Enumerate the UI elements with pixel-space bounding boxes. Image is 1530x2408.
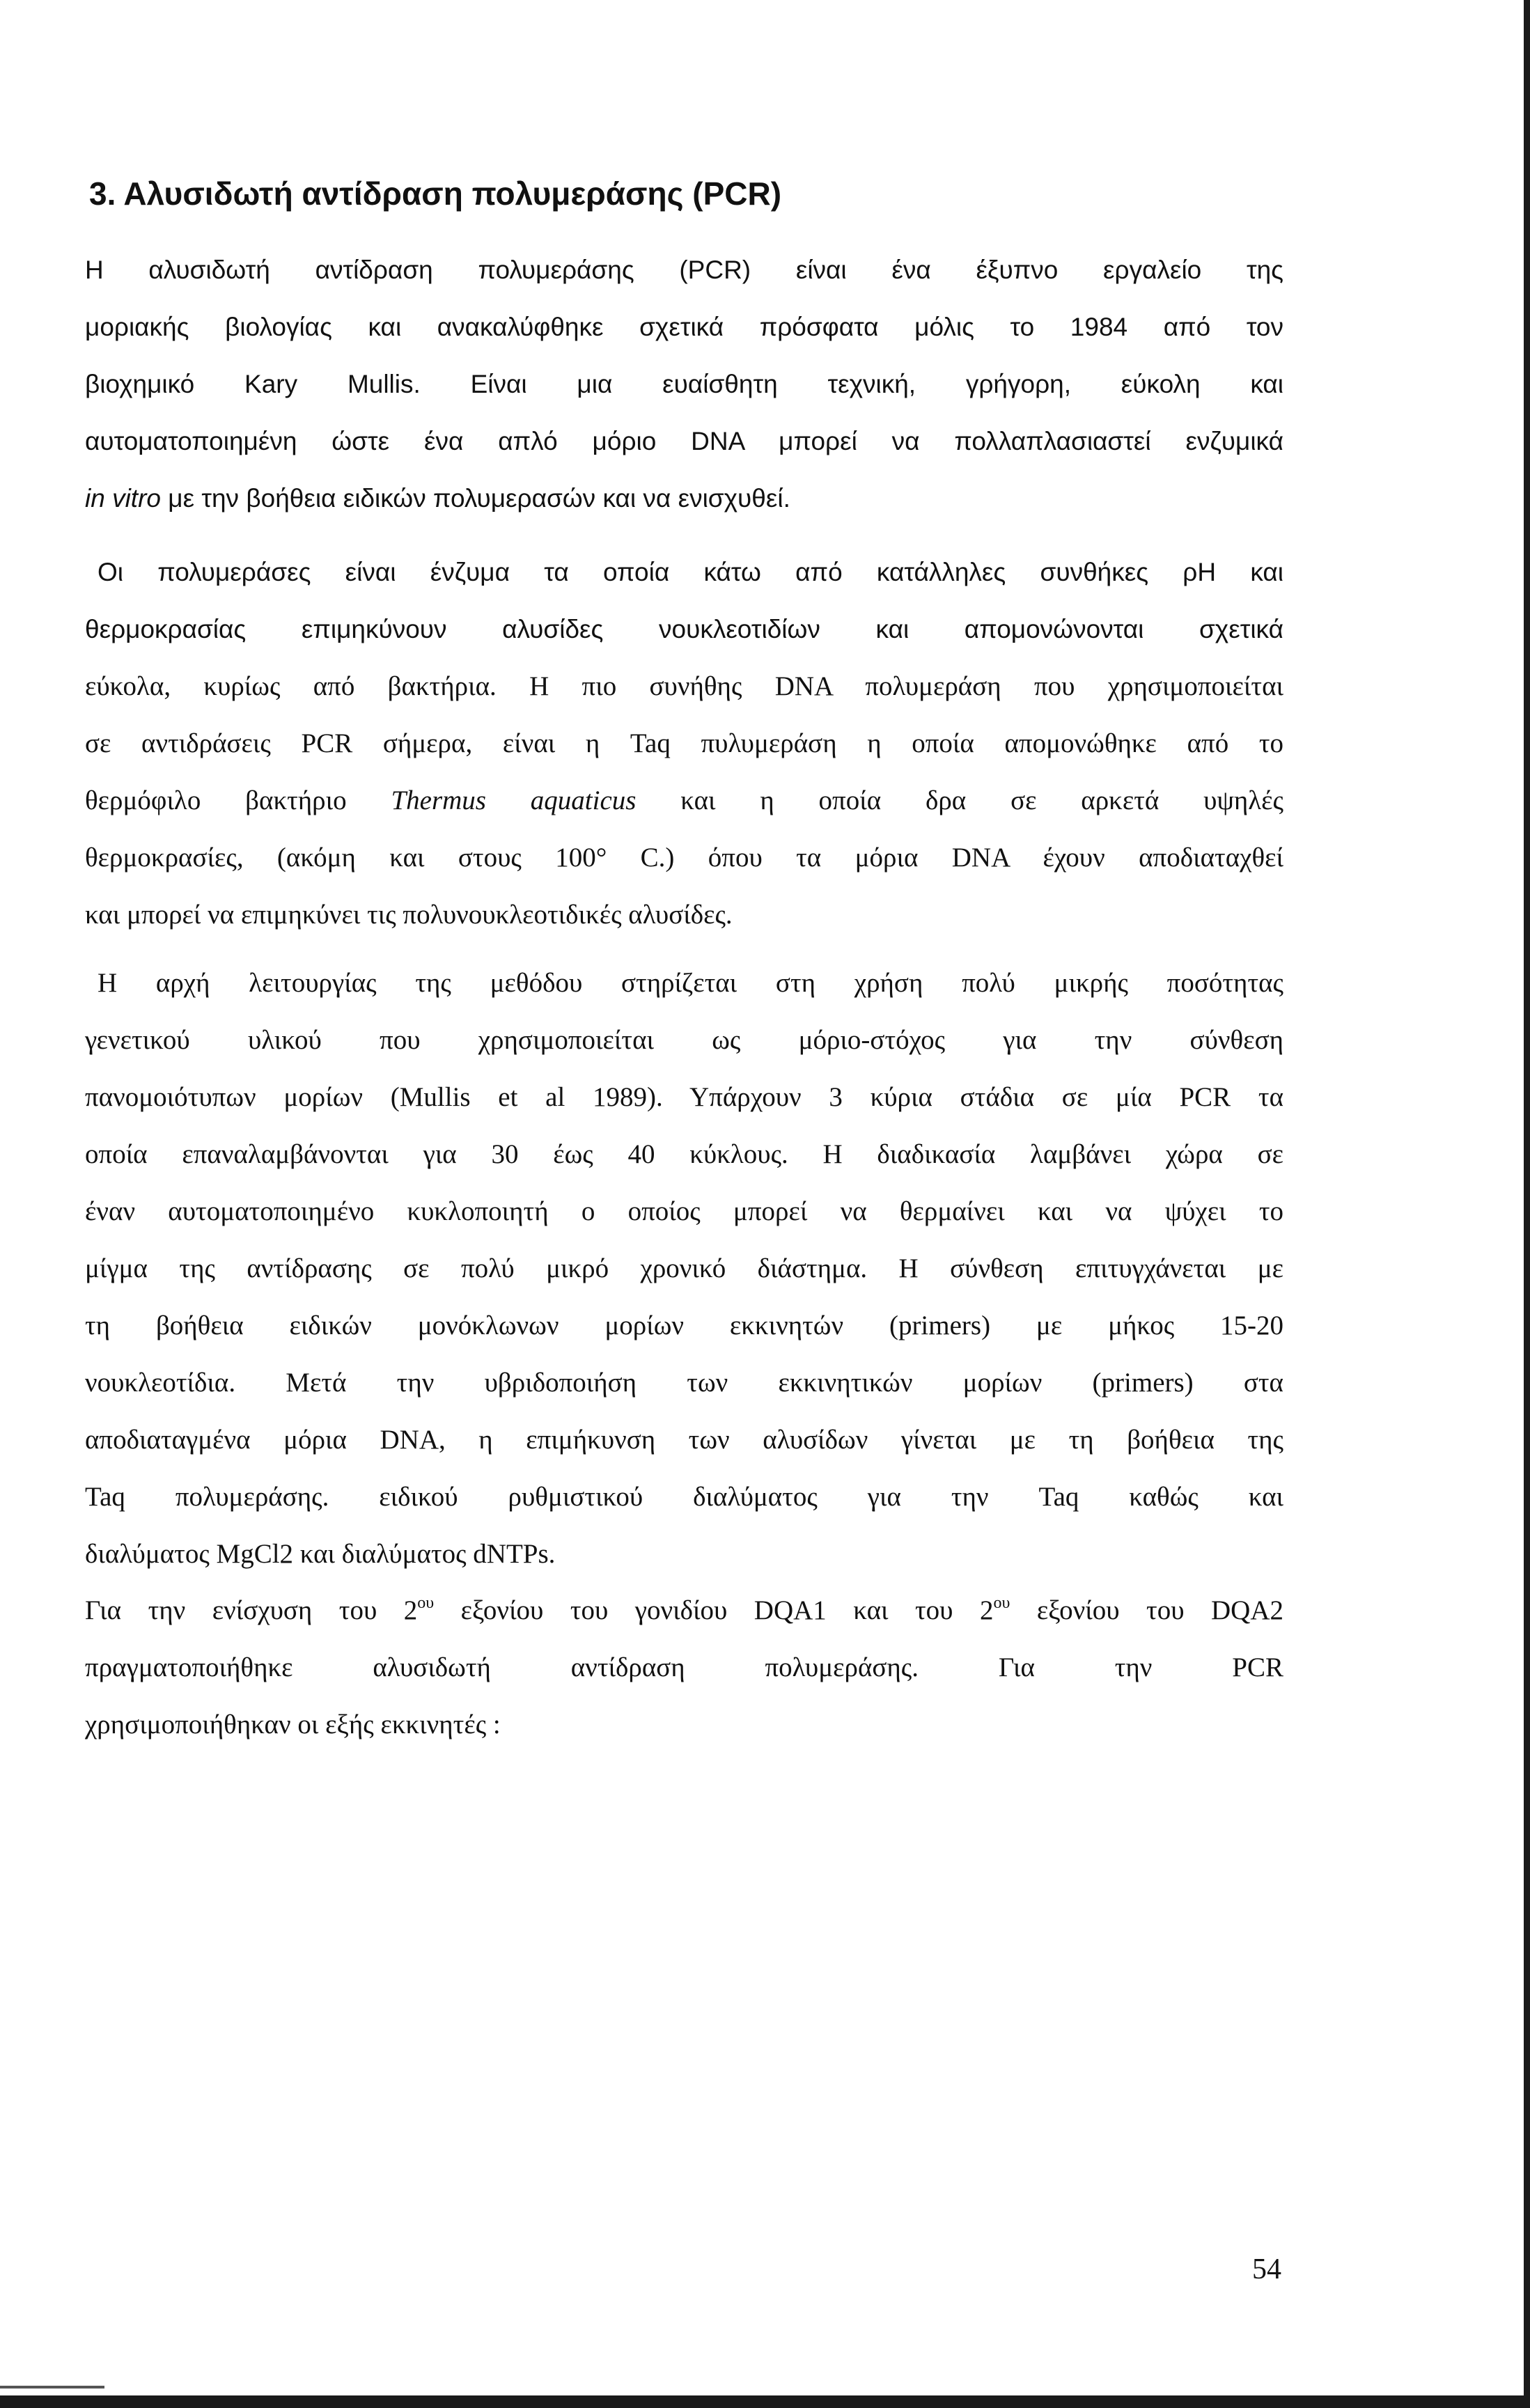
paragraph-2-line-5-start: θερμόφιλο βακτήριο bbox=[85, 785, 391, 815]
paragraph-4-line-2: πραγματοποιήθηκε αλυσιδωτή αντίδραση πολυμεράσης. Για την PCR bbox=[85, 1652, 1283, 1682]
ordinal-superscript: ου bbox=[417, 1594, 435, 1612]
paragraph-2-line-1: Οι πολυμεράσες είναι ένζυμα τα οποία κάτω από κατάλληλες συνθήκες ρΗ και bbox=[97, 558, 1283, 586]
ordinal-superscript: ου bbox=[993, 1594, 1010, 1612]
paragraph-1-line-1: Η αλυσιδωτή αντίδραση πολυμεράσης (PCR) είναι ένα έξυπνο εργαλείο της bbox=[85, 256, 1283, 284]
paragraph-3-line-5: έναν αυτοματοποιημένο κυκλοποιητή ο οποίος μπορεί να θερμαίνει και να ψύχει το bbox=[85, 1196, 1283, 1226]
paragraph-3-line-10: Taq πολυμεράσης. ειδικού ρυθμιστικού διαλύματος για την Taq καθώς και bbox=[85, 1482, 1283, 1512]
scan-edge-right bbox=[1524, 0, 1530, 2408]
paragraph-3-line-3: πανομοιότυπων μορίων (Mullis et al 1989). Υπάρχουν 3 κύρια στάδια σε μία PCR τα bbox=[85, 1082, 1283, 1112]
paragraph-1-line-4: αυτοματοποιημένη ώστε ένα απλό μόριο DNA μπορεί να πολλαπλασιαστεί ενζυμικά bbox=[85, 427, 1283, 455]
paragraph-2-line-5-end: και η οποία δρα σε αρκετά υψηλές bbox=[636, 785, 1283, 815]
paragraph-1-line-2: μοριακής βιολογίας και ανακαλύφθηκε σχετικά πρόσφατα μόλις το 1984 από τον bbox=[85, 313, 1283, 341]
paragraph-3-line-8: νουκλεοτίδια. Μετά την υβριδοποιήση των εκκινητικών μορίων (primers) στα bbox=[85, 1368, 1283, 1398]
scan-edge-bottom bbox=[0, 2395, 1524, 2408]
paragraph-3-line-1: Η αρχή λειτουργίας της μεθόδου στηρίζεται στη χρήση πολύ μικρής ποσότητας bbox=[97, 968, 1283, 998]
paragraph-3-line-6: μίγμα της αντίδρασης σε πολύ μικρό χρονικό διάστημα. Η σύνθεση επιτυγχάνεται με bbox=[85, 1253, 1283, 1283]
paragraph-3-line-2: γενετικού υλικού που χρησιμοποιείται ως μόριο-στόχος για την σύνθεση bbox=[85, 1025, 1283, 1055]
paragraph-2-line-5 bbox=[85, 772, 1283, 829]
paragraph-4-text-c: εξονίου του DQA2 bbox=[1010, 1595, 1283, 1625]
species-name-italic: Thermus aquaticus bbox=[391, 785, 637, 815]
paragraph-4-text-b: εξονίου του γονιδίου DQA1 και του 2 bbox=[434, 1595, 994, 1625]
paragraph-4-line-1 bbox=[85, 1582, 1283, 1639]
paragraph-3-line-11: διαλύματος MgCl2 και διαλύματος dNTPs. bbox=[85, 1539, 556, 1569]
paragraph-4-text-a: Για την ενίσχυση του 2 bbox=[85, 1595, 418, 1625]
in-vitro-italic: in vitro bbox=[85, 484, 161, 513]
paragraph-3-line-9: αποδιαταγμένα μόρια DNA, η επιμήκυνση των αλυσίδων γίνεται με τη βοήθεια της bbox=[85, 1425, 1283, 1455]
paragraph-2-line-3: εύκολα, κυρίως από βακτήρια. Η πιο συνήθης DNA πολυμεράση που χρησιμοποιείται bbox=[85, 671, 1283, 701]
paragraph-3-line-7: τη βοήθεια ειδικών μονόκλωνων μορίων εκκινητών (primers) με μήκος 15-20 bbox=[85, 1311, 1283, 1340]
paragraph-4-line-3: χρησιμοποιήθηκαν οι εξής εκκινητές : bbox=[85, 1710, 501, 1739]
paragraph-2-line-7: και μπορεί να επιμηκύνει τις πολυνουκλεοτιδικές αλυσίδες. bbox=[85, 900, 733, 930]
paragraph-1-line-3: βιοχημικό Kary Mullis. Είναι μια ευαίσθητη τεχνική, γρήγορη, εύκολη και bbox=[85, 370, 1283, 398]
section-heading: 3. Αλυσιδωτή αντίδραση πολυμεράσης (PCR) bbox=[89, 175, 782, 212]
paragraph-1-line-5-text: με την βοήθεια ειδικών πολυμερασών και να ενισχυθεί. bbox=[160, 484, 790, 513]
paragraph-1-line-5 bbox=[85, 470, 1283, 527]
paragraph-2-line-2: θερμοκρασίας επιμηκύνουν αλυσίδες νουκλεοτιδίων και απομονώνονται σχετικά bbox=[85, 615, 1283, 643]
page-number: 54 bbox=[1252, 2253, 1281, 2285]
bottom-rule bbox=[0, 2386, 104, 2389]
paragraph-3-line-4: οποία επαναλαμβάνονται για 30 έως 40 κύκλους. Η διαδικασία λαμβάνει χώρα σε bbox=[85, 1139, 1283, 1169]
paragraph-2-line-4: σε αντιδράσεις PCR σήμερα, είναι η Taq πυλυμεράση η οποία απομονώθηκε από το bbox=[85, 728, 1283, 758]
paragraph-2-line-6: θερμοκρασίες, (ακόμη και στους 100° C.) όπου τα μόρια DNA έχουν αποδιαταχθεί bbox=[85, 843, 1283, 873]
